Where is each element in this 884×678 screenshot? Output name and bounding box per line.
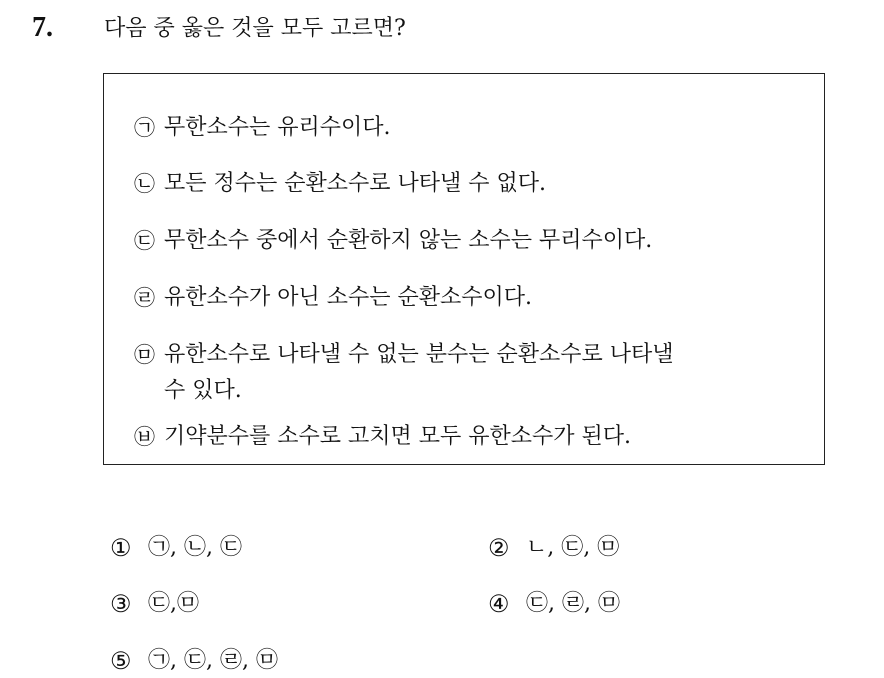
statement-text: 기약분수를 소수로 고치면 모두 유한소수가 된다. xyxy=(164,424,632,449)
answer-choice-3[interactable] xyxy=(110,587,199,621)
choice-text: ㉠, ㉡, ㉢ xyxy=(148,535,242,560)
question-text: 다음 중 옳은 것을 모두 고르면? xyxy=(104,16,406,41)
statement-text: 유한소수가 아닌 소수는 순환소수이다. xyxy=(164,285,533,310)
choice-number: ④ xyxy=(488,590,510,618)
choice-text: ㉢,㉤ xyxy=(148,591,199,616)
statement-mark: ㉠ xyxy=(134,116,155,140)
statement-text: 무한소수 중에서 순환하지 않는 소수는 무리수이다. xyxy=(164,228,653,253)
statement-item xyxy=(134,280,532,316)
choice-number: ③ xyxy=(110,590,132,618)
statement-box xyxy=(103,73,825,465)
statement-item xyxy=(134,110,391,146)
choice-text: ㄴ, ㉢, ㉤ xyxy=(526,535,620,560)
statement-item xyxy=(134,337,674,409)
answer-choice-2[interactable] xyxy=(488,531,619,565)
statement-text: 모든 정수는 순환소수로 나타낼 수 없다. xyxy=(164,171,546,196)
choice-text: ㉠, ㉢, ㉣, ㉤ xyxy=(148,648,278,673)
statement-mark: ㉣ xyxy=(134,286,155,310)
choice-number: ② xyxy=(488,534,510,562)
statement-text: 유한소수로 나타낼 수 없는 분수는 순환소수로 나타낼 수 있다. xyxy=(164,342,674,403)
statement-item xyxy=(134,223,652,259)
answer-choice-1[interactable] xyxy=(110,531,242,565)
statement-mark: ㉥ xyxy=(134,425,155,449)
statement-item xyxy=(134,419,631,455)
statement-mark: ㉢ xyxy=(134,229,155,253)
choice-number: ⑤ xyxy=(110,647,132,675)
choice-number: ① xyxy=(110,534,132,562)
statement-mark: ㉤ xyxy=(134,343,155,367)
statement-mark: ㉡ xyxy=(134,172,155,196)
answer-choice-4[interactable] xyxy=(488,587,620,621)
choice-text: ㉢, ㉣, ㉤ xyxy=(526,591,620,616)
statement-text: 무한소수는 유리수이다. xyxy=(164,115,391,140)
question-number: 7. xyxy=(32,12,53,43)
statement-item xyxy=(134,166,546,202)
